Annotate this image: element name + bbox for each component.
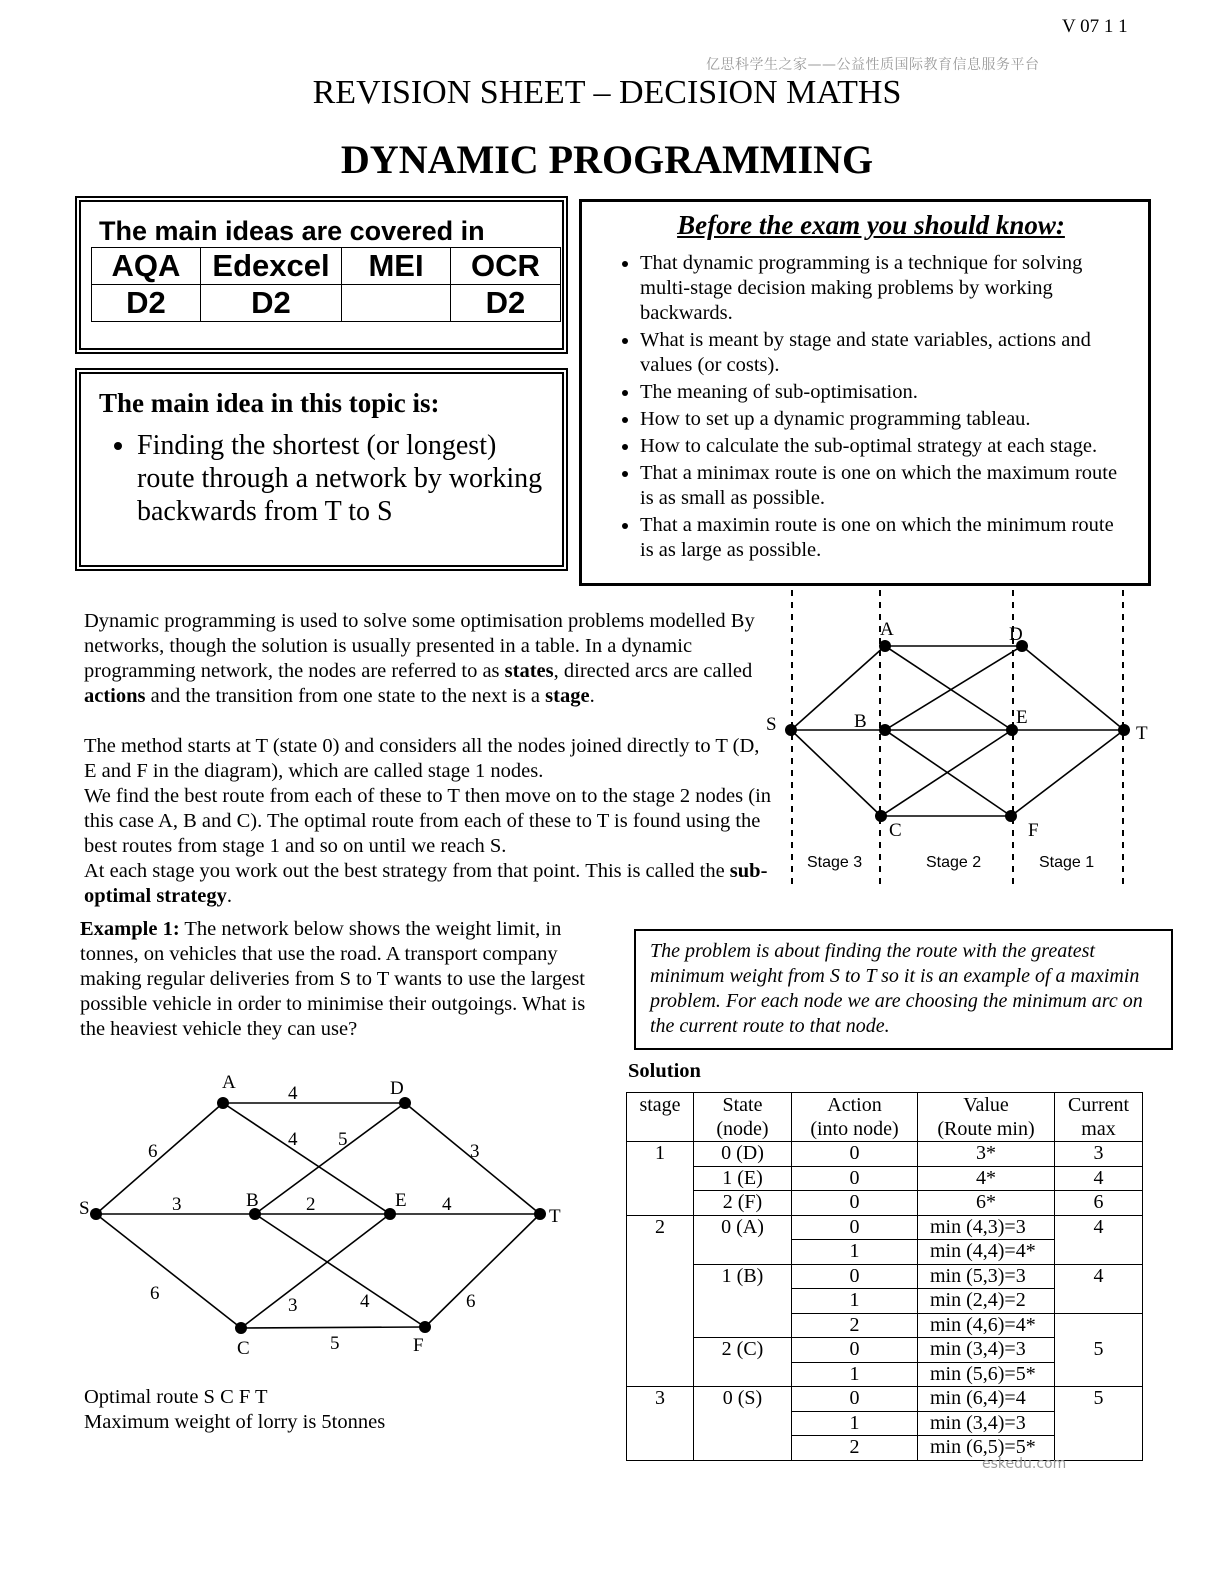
table-row <box>627 1338 1143 1363</box>
value-cell: 6* <box>918 1191 1055 1216</box>
max-cell: 6 <box>1055 1191 1143 1216</box>
stage-cell: 1 <box>627 1142 694 1167</box>
intro-text <box>84 609 774 909</box>
stage-cell <box>627 1338 694 1363</box>
exam-boards-heading: The main ideas are covered in <box>99 216 485 246</box>
max-cell: 4 <box>1055 1264 1143 1289</box>
list-item: • That a minimax route is one on which the maximum route is as small as possible. <box>640 461 1130 511</box>
weight-label: 2 <box>306 1194 316 1215</box>
optimal-route: Optimal route S C F T <box>84 1386 268 1408</box>
state-cell <box>694 1436 792 1461</box>
value-cell: min (5,3)=3 <box>918 1264 1055 1289</box>
version-label: V 07 1 1 <box>1062 16 1128 37</box>
edge-bf <box>255 1214 425 1327</box>
edge-ft <box>425 1214 540 1327</box>
node-s <box>785 724 797 736</box>
node-f <box>1005 810 1017 822</box>
node-a <box>217 1097 229 1109</box>
value-cell: min (2,4)=2 <box>918 1289 1055 1314</box>
page-title: REVISION SHEET – DECISION MATHS <box>312 74 902 111</box>
node-label: E <box>395 1190 407 1211</box>
max-cell: 4 <box>1055 1215 1143 1240</box>
board-name: MEI <box>342 248 451 285</box>
node-b <box>879 724 891 736</box>
node-label: S <box>79 1198 90 1219</box>
stage-nodes <box>785 640 1130 822</box>
header-cell <box>1055 1093 1143 1142</box>
table-row <box>627 1387 1143 1412</box>
weight-label: 4 <box>288 1083 298 1104</box>
header-line: stage <box>639 1094 681 1116</box>
state-cell <box>694 1313 792 1338</box>
stage-label: Stage 2 <box>926 854 982 871</box>
state-cell: 2 (F) <box>694 1191 792 1216</box>
watermark-bottom: eskedu.com <box>982 1456 1067 1472</box>
edge-sa <box>96 1103 223 1214</box>
term-actions: actions <box>84 685 146 707</box>
header-line: (into node) <box>810 1118 899 1140</box>
weight-label: 6 <box>466 1291 476 1312</box>
action-cell: 2 <box>792 1436 918 1461</box>
action-cell: 0 <box>792 1166 918 1191</box>
before-exam-list <box>612 251 1130 563</box>
max-cell: 3 <box>1055 1142 1143 1167</box>
value-cell: min (6,5)=5* <box>918 1436 1055 1461</box>
table-row <box>627 1411 1143 1436</box>
optimal-result <box>84 1385 385 1435</box>
table-row <box>627 1166 1143 1191</box>
example-text <box>80 917 600 1042</box>
stage-label: Stage 3 <box>807 854 863 871</box>
header-cell <box>792 1093 918 1142</box>
example-body: The network below shows the weight limit, in tonnes, on vehicles that use the road. A transport company making regular deliveries from S to T wants to use the largest possible vehicle in order to minimise their outgoings. What is the heaviest vehicle they can use? <box>80 918 586 1040</box>
node-label: A <box>880 619 894 640</box>
node-label: F <box>1028 820 1039 841</box>
weight-label: 4 <box>288 1129 298 1150</box>
header-line: max <box>1081 1118 1116 1140</box>
header-line: Current <box>1067 1094 1130 1116</box>
node-label: T <box>549 1206 561 1227</box>
list-item: • The meaning of sub-optimisation. <box>640 380 1130 405</box>
network-diagram <box>70 1068 580 1368</box>
stage-cell <box>627 1411 694 1436</box>
node-label: S <box>766 714 777 735</box>
state-cell <box>694 1362 792 1387</box>
header-cell <box>627 1093 694 1142</box>
state-cell: 0 (S) <box>694 1387 792 1412</box>
action-cell: 0 <box>792 1191 918 1216</box>
stage-cell: 3 <box>627 1387 694 1412</box>
value-cell: 3* <box>918 1142 1055 1167</box>
intro-text-run: At each stage you work out the best strategy from that point. This is called the <box>84 860 730 882</box>
board-name: OCR <box>451 248 561 285</box>
before-exam-box <box>579 199 1151 586</box>
max-cell: 4 <box>1055 1166 1143 1191</box>
value-cell: min (4,4)=4* <box>918 1240 1055 1265</box>
node-f <box>419 1321 431 1333</box>
stage-edges <box>791 646 1124 816</box>
action-cell: 0 <box>792 1387 918 1412</box>
intro-text-run: , directed arcs are called <box>553 660 753 682</box>
state-cell: 1 (E) <box>694 1166 792 1191</box>
table-row <box>627 1289 1143 1314</box>
value-cell: min (3,4)=3 <box>918 1338 1055 1363</box>
solution-heading: Solution <box>628 1060 701 1082</box>
before-exam-heading: Before the exam you should know: <box>677 210 1065 240</box>
term-stage: stage <box>545 685 590 707</box>
max-cell <box>1055 1313 1143 1338</box>
node-c <box>235 1322 247 1334</box>
board-module: D2 <box>201 285 342 322</box>
edge-cf <box>241 1327 425 1328</box>
stage-cell <box>627 1289 694 1314</box>
value-cell: min (4,6)=4* <box>918 1313 1055 1338</box>
action-cell: 0 <box>792 1264 918 1289</box>
max-cell <box>1055 1362 1143 1387</box>
max-cell <box>1055 1289 1143 1314</box>
value-cell: min (3,4)=3 <box>918 1411 1055 1436</box>
stage-cell <box>627 1436 694 1461</box>
edge <box>791 730 881 816</box>
solution-table <box>626 1092 1143 1461</box>
header-line: (Route min) <box>937 1118 1035 1140</box>
node-label: A <box>222 1072 236 1093</box>
term-sub-optimal: sub-optimal strategy <box>84 860 768 907</box>
board-name: Edexcel <box>201 248 342 285</box>
page-subtitle: DYNAMIC PROGRAMMING <box>340 137 874 182</box>
node-c <box>875 810 887 822</box>
stage-cell <box>627 1313 694 1338</box>
network-node-labels <box>79 1072 561 1359</box>
node-a <box>879 640 891 652</box>
weight-label: 3 <box>470 1141 480 1162</box>
intro-paragraph-3: We find the best route from each of these to T then move on to the stage 2 nodes (in this case A, B and C). The optimal route from each of these to T is found using the best routes from stage 1 and so on until we reach S. <box>84 785 772 857</box>
stage-cell <box>627 1166 694 1191</box>
main-idea-box <box>75 368 568 571</box>
table-row <box>627 1215 1143 1240</box>
action-cell: 0 <box>792 1215 918 1240</box>
maximin-note: The problem is about finding the route with the greatest minimum weight from S to T so it is an example of a maximin problem. For each node we are choosing the minimum arc on the current route to that node. <box>634 929 1173 1050</box>
max-cell <box>1055 1411 1143 1436</box>
value-cell: min (5,6)=5* <box>918 1362 1055 1387</box>
table-row <box>627 1313 1143 1338</box>
list-item: • What is meant by stage and state variables, actions and values (or costs). <box>640 328 1130 378</box>
board-name: AQA <box>92 248 201 285</box>
table-row <box>627 1240 1143 1265</box>
node-label: F <box>413 1335 424 1356</box>
value-cell: min (4,3)=3 <box>918 1215 1055 1240</box>
header-line: (node) <box>716 1118 769 1140</box>
action-cell: 1 <box>792 1240 918 1265</box>
weight-label: 6 <box>148 1141 158 1162</box>
exam-boards-box <box>75 196 568 354</box>
weight-label: 3 <box>172 1194 182 1215</box>
term-states: states <box>504 660 554 682</box>
list-item: • How to calculate the sub-optimal strategy at each stage. <box>640 434 1130 459</box>
edge <box>1011 730 1124 816</box>
max-cell <box>1055 1436 1143 1461</box>
state-cell <box>694 1411 792 1436</box>
table-row <box>627 1264 1143 1289</box>
state-cell: 0 (A) <box>694 1215 792 1240</box>
action-cell: 1 <box>792 1411 918 1436</box>
state-cell: 2 (C) <box>694 1338 792 1363</box>
action-cell: 2 <box>792 1313 918 1338</box>
intro-text-run: and the transition from one state to the next is a <box>145 685 546 707</box>
watermark-top: 亿思科学生之家——公益性质国际教育信息服务平台 <box>706 57 1040 73</box>
stage-label: Stage 1 <box>1039 854 1095 871</box>
main-idea-heading: The main idea in this topic is: <box>99 388 440 418</box>
node-label: D <box>1009 624 1023 645</box>
value-cell: 4* <box>918 1166 1055 1191</box>
maximum-weight: Maximum weight of lorry is 5tonnes <box>84 1411 386 1433</box>
max-cell: 5 <box>1055 1338 1143 1363</box>
header-line: Action <box>827 1094 882 1116</box>
node-label: D <box>390 1078 404 1099</box>
node-label: C <box>889 820 902 841</box>
stage-dividers <box>792 590 1123 890</box>
action-cell: 0 <box>792 1142 918 1167</box>
node-label: B <box>246 1190 259 1211</box>
intro-text-run: Dynamic programming is used to solve some optimisation problems modelled By networks, though the solution is usually presented in a table. In a dynamic programming network, the nodes are referred to as <box>84 610 755 682</box>
state-cell: 1 (B) <box>694 1264 792 1289</box>
stage-cell: 2 <box>627 1215 694 1240</box>
action-cell: 1 <box>792 1289 918 1314</box>
action-cell: 0 <box>792 1338 918 1363</box>
header-cell <box>694 1093 792 1142</box>
main-idea-bullet: • Finding the shortest (or longest) route through a network by working backwards from T to S <box>137 429 544 528</box>
node-t <box>1118 724 1130 736</box>
edge <box>885 646 1022 730</box>
table-row <box>627 1142 1143 1167</box>
weight-label: 6 <box>150 1283 160 1304</box>
header-line: Value <box>963 1094 1009 1116</box>
stage-cell <box>627 1191 694 1216</box>
edge <box>791 646 885 730</box>
node-t <box>534 1208 546 1220</box>
state-cell <box>694 1240 792 1265</box>
intro-text-run: . <box>589 685 595 707</box>
node-label: E <box>1016 707 1028 728</box>
state-cell <box>694 1289 792 1314</box>
board-module <box>342 285 451 322</box>
list-item: • That dynamic programming is a technique for solving multi-stage decision making problems by working backwards. <box>640 251 1130 326</box>
stage-cell <box>627 1264 694 1289</box>
exam-boards-table <box>91 247 561 322</box>
weight-label: 3 <box>288 1295 298 1316</box>
stage-cell <box>627 1362 694 1387</box>
weight-label: 5 <box>338 1129 348 1150</box>
header-cell <box>918 1093 1055 1142</box>
board-module: D2 <box>92 285 201 322</box>
state-cell: 0 (D) <box>694 1142 792 1167</box>
action-cell: 1 <box>792 1362 918 1387</box>
header-line: State <box>722 1094 763 1116</box>
weight-label: 4 <box>360 1291 370 1312</box>
edge <box>1022 646 1124 730</box>
intro-paragraph-4 <box>84 859 774 909</box>
table-row <box>627 1191 1143 1216</box>
max-cell <box>1055 1240 1143 1265</box>
example-label: Example 1: <box>80 918 180 940</box>
node-label: B <box>854 711 867 732</box>
table-header-row <box>627 1093 1143 1142</box>
weight-label: 4 <box>442 1194 452 1215</box>
stage-diagram <box>760 585 1160 895</box>
list-item: • How to set up a dynamic programming tableau. <box>640 407 1130 432</box>
max-cell: 5 <box>1055 1387 1143 1412</box>
stage-cell <box>627 1240 694 1265</box>
list-item: • That a maximin route is one on which the minimum route is as large as possible. <box>640 513 1130 563</box>
node-label: T <box>1136 723 1148 744</box>
edge-bd <box>255 1103 405 1214</box>
intro-paragraph-1 <box>84 609 774 709</box>
main-idea-list <box>99 429 544 528</box>
weight-label: 5 <box>330 1333 340 1354</box>
intro-paragraph-2: The method starts at T (state 0) and considers all the nodes joined directly to T (D, E and F in the diagram), which are called stage 1 nodes. <box>84 735 760 782</box>
edge-sc <box>96 1214 241 1328</box>
intro-text-run: . <box>226 885 233 907</box>
node-s <box>90 1208 102 1220</box>
node-label: C <box>237 1338 250 1359</box>
table-row <box>627 1362 1143 1387</box>
stage-labels <box>807 854 1094 871</box>
board-module: D2 <box>451 285 561 322</box>
value-cell: min (6,4)=4 <box>918 1387 1055 1412</box>
